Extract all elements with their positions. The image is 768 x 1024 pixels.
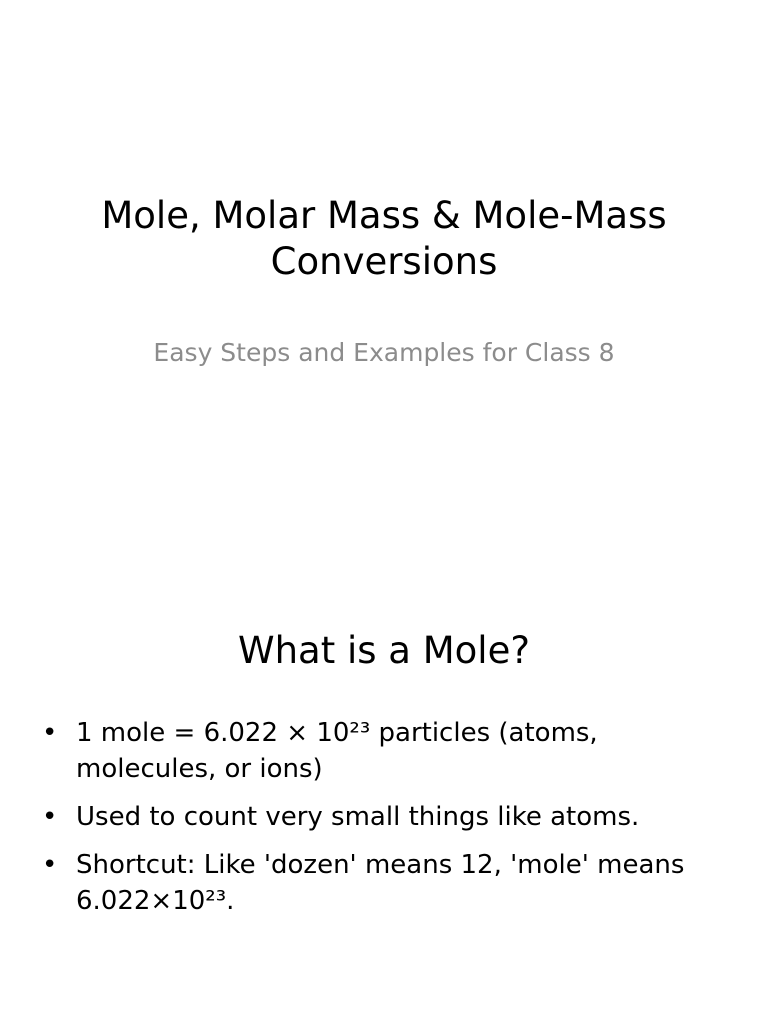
bullet-item	[40, 847, 740, 919]
bullet-item	[40, 799, 740, 835]
bullet-icon: •	[42, 718, 58, 748]
bullet-item	[40, 715, 740, 787]
slide-what-is-a-mole	[0, 512, 768, 1024]
bullet-text: 1 mole = 6.022 × 10²³ particles (atoms, molecules, or ions)	[76, 718, 598, 784]
bullet-text: Used to count very small things like atoms.	[76, 802, 640, 832]
bullet-text: Shortcut: Like 'dozen' means 12, 'mole' means 6.022×10²³.	[76, 850, 685, 916]
bullet-list	[40, 715, 740, 931]
presentation-title: Mole, Molar Mass & Mole-Mass Conversions	[101, 194, 667, 283]
bullet-icon: •	[42, 850, 58, 880]
bullet-icon: •	[42, 802, 58, 832]
presentation-subtitle: Easy Steps and Examples for Class 8	[153, 338, 615, 367]
slide-heading: What is a Mole?	[238, 629, 530, 672]
